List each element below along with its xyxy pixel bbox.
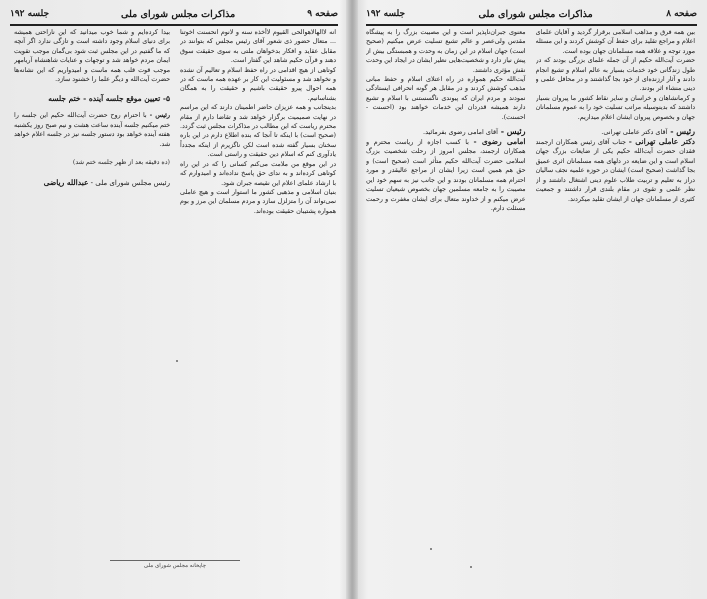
paragraph: و کرمانشاهان و خراسان و سایر نقاط کشور ما پیروان بسیار داشتند که بدینوسیله مراتب تسلیت خود را به عموم مسلمانان جهان و بخصوص پیروان ایشان اعلام میداریم.: [535, 94, 695, 121]
speaker-name: رئیس -: [149, 112, 170, 120]
speech-text: آقای امامی رضوی بفرمائید.: [423, 128, 498, 137]
chair-paragraph: [14, 111, 170, 149]
session-number: جلسه ۱۹۲: [366, 9, 406, 19]
paragraph: حضرت آیت‌الله حکیم از آن جمله علمای بزرگی بودند که در طول زندگانی خود خدمات بسیار به عالم اسلام و تشیع انجام دادند و آثار ارزنده‌ای از خود بجا گذاشتند و در محافل علمی و دینی منشاء اثر بودند.: [535, 57, 695, 93]
speaker-name: دکتر عاملی تهرانی -: [628, 137, 695, 147]
paragraph: معنوی جبران‌ناپذیر است و این مصیبت بزرگ را به پیشگاه مقدس ولی‌عصر و عالم تشیع تسلیت عرض میکنیم (صحیح است) جهان اسلام در این زمان به وحدت و همبستگی بیش از پیش نیاز دارد و شخصیت‌هایی نظیر ایشان در ایجاد این وحدت نقش مؤثری داشتند.: [366, 29, 526, 74]
page-8: [356, 0, 707, 599]
speech-paragraph: [366, 137, 526, 213]
page-title: مذاکرات مجلس شورای ملی: [478, 8, 593, 20]
page-9-right-column: [180, 28, 336, 548]
page-8-columns: [366, 28, 695, 548]
speaker-name: رئیس -: [500, 126, 526, 137]
paragraph: بیدا کرده‌ایم و شما خوب میدانید که این ناراحتی همیشه برای دنیای اسلام وجود داشته است و تازگی ندارد اگر آنچه که ما گفتیم در این مجلس ثبت شود بی‌گمان موجب تقویت ایمان مردم خواهد شد و توجهات و عنایات شاهنشاه آریامهر موجب قوت قلب همه ماست و امیدواریم که این نشانه‌ها حضرت آیت‌الله و دیگر علما را خشنود سازد.: [14, 29, 170, 84]
closing-note: (ده دقیقه بعد از ظهر جلسه ختم شد): [72, 159, 170, 167]
paragraph: آیت‌الله حکیم همواره در راه اعتلای اسلام و حفظ مبانی مذهب کوشش کردند و در مقابل هر گونه انحرافی ایستادگی نمودند و مردم ایران که پیوندی ناگسستنی با اسلام و تشیع دارند همیشه قدردان این خدمات خواهند بود (احسنت - احسنت).: [366, 76, 526, 121]
scan-speck: [176, 360, 178, 362]
speaker-name: رئیس -: [670, 126, 695, 137]
speech-paragraph: [536, 137, 696, 204]
page-8-right-column: [536, 28, 696, 548]
page-9-columns: [14, 28, 336, 548]
page-8-header: [366, 6, 697, 26]
page-title: مذاکرات مجلس شورای ملی: [121, 8, 236, 20]
paragraph: کوتاهی از هیچ اقدامی در راه حفظ اسلام و تعالیم آن نشده و نخواهد شد و مسئولیت این کار بر عهده همه ماست که در همه احوال پیرو حقیقت باشیم و حقیقت را به همگان بشناسانیم.: [180, 66, 336, 102]
section-title: ۵- تعیین موقع جلسه آینده - ختم جلسه: [48, 94, 170, 104]
speech-text: جناب آقای رئیس همکاران ارجمند فقدان حضرت آیت‌الله حکیم یکی از ضایعات بزرگ جهان اسلام است و این ضایعه در دلهای همه مسلمانان اثری عمیق بجا گذاشت (صحیح است) ایشان در حوزه علمیه نجف سالیان دراز به تعلیم و تربیت طلاب علوم دینی اشتغال داشتند و از نظر علمی و تقوی در مقام بلندی قرار داشتند و جمعیت کثیری از مسلمانان جهان از ایشان تقلید میکردند.: [535, 139, 695, 203]
paragraph: انه لاالهالاهوالحی القیوم لاأخذه سنه و لانوم انحسنت اخوتنا ... متعال حضور ذی شعور آقای رئیس مجلس که بتوانند در مقابل عقاید و افکار بدخواهان ملتی به سوی حقیقت سوق دهند و قرآن حکیم شاهد این گفتار است.: [180, 29, 336, 65]
speech-text: با احترام روح حضرت آیت‌الله حکیم این جلسه را ختم میکنیم جلسه آینده ساعت هشت و نیم صبح روز یکشنبه هفته آینده خواهد بود دستور جلسه نیز در جلسه اعلام خواهد شد.: [14, 112, 170, 148]
session-number: جلسه ۱۹۲: [10, 9, 50, 19]
speaker-name: امامی رضوی -: [473, 137, 526, 147]
page-9: [0, 0, 348, 599]
paragraph: در این موقع من ملامت می‌کنم کسانی را که در این راه کوتاهی کرده‌اند و به ندای حق پاسخ نداده‌اند و امیدوارم که با ارشاد علمای اعلام این نقیصه جبران شود.: [180, 160, 336, 187]
signature: [14, 178, 170, 187]
speaker-line: [536, 126, 696, 136]
page-9-header: [10, 6, 338, 26]
speech-text: با کسب اجازه از ریاست محترم و همکاران ارجمند، مجلس امروز از رحلت شخصیت بزرگ اسلامی حضرت آیت‌الله حکیم متأثر است (صحیح است) و حق هم همین است زیرا ایشان از مراجع عالیقدر و مورد احترام همه مسلمانان بودند و این جانب نیز به سهم خود این مصیبت را به جامعه مسلمین جهان بخصوص شیعیان تسلیت عرض میکنم و از خداوند متعال برای ایشان مغفرت و رحمت مسئلت دارم.: [366, 139, 526, 212]
paragraph: بنیان اسلامی و مذهبی کشور ما استوار است و هیچ عاملی نمی‌تواند آن را متزلزل سازد و مردم مسلمان این مرز و بوم همواره پشتیبان حقیقت بوده‌اند.: [180, 188, 336, 215]
speech-text: آقای دکتر عاملی تهرانی.: [601, 128, 668, 137]
signature-label: رئیس مجلس شورای ملی -: [90, 179, 170, 188]
scan-speck: [470, 566, 472, 568]
paragraph: (صحیح است) با اینکه تا آنجا که بنده اطلاع دارم در این باره سخنان بسیار گفته شده است لکن ناگزیرم از اینکه مجدداً یادآوری کنم که اسلام دین حقیقت و راستی است.: [180, 132, 336, 159]
page-9-left-column: [14, 28, 170, 548]
paragraph: بین همه فرق و مذاهب اسلامی برقرار گردید و آقایان علمای اعلام و مراجع تقلید برای حفظ آن کوشش کردند و این مسئله مورد توجه و علاقه همه مسلمانان جهان بوده است.: [535, 29, 695, 55]
page-number: صفحه ۹: [307, 9, 338, 19]
speaker-line: [366, 126, 526, 136]
printer-footer: چاپخانه مجلس شورای ملی: [110, 560, 240, 569]
paragraph: بدینجانب و همه عزیزان حاضر اطمینان دارند که این مراسم در نهایت صمیمیت برگزار خواهد شد و تقاضا دارم از مقام محترم ریاست که این مطالب در مذاکرات مجلس ثبت گردد.: [180, 104, 336, 131]
scan-speck: [430, 548, 432, 550]
page-8-left-column: [366, 28, 526, 548]
signature-name: عبدالله ریاضی: [43, 178, 89, 188]
page-number: صفحه ۸: [666, 9, 697, 19]
